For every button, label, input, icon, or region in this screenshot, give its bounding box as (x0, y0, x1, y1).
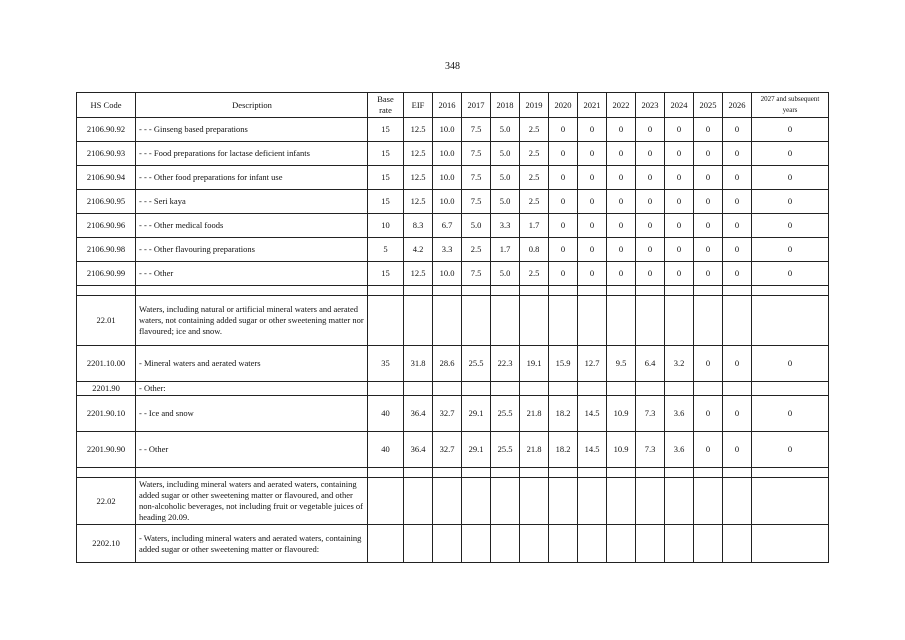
rate-cell: 40 (368, 396, 404, 432)
table-row (77, 382, 829, 396)
rate-cell: 7.5 (462, 166, 491, 190)
rate-cell (752, 382, 829, 396)
rate-cell (723, 382, 752, 396)
empty-cell (549, 468, 578, 478)
rate-cell: 5 (368, 238, 404, 262)
header-hs-code: HS Code (77, 93, 136, 118)
table-row (77, 214, 829, 238)
rate-cell: 0 (607, 190, 636, 214)
rate-cell (549, 525, 578, 563)
rate-cell: 0 (549, 118, 578, 142)
rate-cell (433, 525, 462, 563)
header-2016: 2016 (433, 93, 462, 118)
hs-code-cell: 2106.90.92 (77, 118, 136, 142)
rate-cell: 15 (368, 190, 404, 214)
hs-code-cell: 22.02 (77, 478, 136, 525)
empty-cell (404, 286, 433, 296)
description-cell: - - Other (136, 432, 368, 468)
rate-cell: 5.0 (491, 166, 520, 190)
rate-cell: 35 (368, 346, 404, 382)
hs-code-cell: 2106.90.96 (77, 214, 136, 238)
empty-cell (752, 286, 829, 296)
rate-cell: 0 (665, 118, 694, 142)
rate-cell (433, 382, 462, 396)
rate-cell: 0 (549, 190, 578, 214)
rate-cell: 5.0 (491, 190, 520, 214)
rate-cell: 0 (607, 166, 636, 190)
rate-cell (694, 478, 723, 525)
rate-cell (665, 296, 694, 346)
header-2024: 2024 (665, 93, 694, 118)
hs-code-cell: 2202.10 (77, 525, 136, 563)
empty-cell (665, 468, 694, 478)
rate-cell: 0 (723, 166, 752, 190)
rate-cell (607, 525, 636, 563)
rate-cell (520, 525, 549, 563)
rate-cell: 0 (549, 214, 578, 238)
rate-cell: 0 (723, 190, 752, 214)
rate-cell: 0.8 (520, 238, 549, 262)
hs-code-cell: 2106.90.94 (77, 166, 136, 190)
table-header-row (77, 93, 829, 118)
rate-cell: 7.5 (462, 142, 491, 166)
rate-cell (491, 382, 520, 396)
rate-cell: 0 (752, 238, 829, 262)
rate-cell: 0 (578, 190, 607, 214)
rate-cell (491, 478, 520, 525)
rate-cell: 0 (607, 238, 636, 262)
rate-cell: 0 (549, 166, 578, 190)
rate-cell (636, 525, 665, 563)
rate-cell (404, 478, 433, 525)
empty-cell (578, 286, 607, 296)
description-cell: Waters, including natural or artificial mineral waters and aerated waters, not containing added sugar or other sweetening matter nor flavoured; ice and snow. (136, 296, 368, 346)
rate-cell: 0 (636, 118, 665, 142)
rate-cell: 7.5 (462, 118, 491, 142)
rate-cell: 10.0 (433, 118, 462, 142)
hs-code-cell: 2106.90.95 (77, 190, 136, 214)
empty-cell (636, 468, 665, 478)
rate-cell: 7.5 (462, 262, 491, 286)
table-row (77, 142, 829, 166)
rate-cell (607, 382, 636, 396)
rate-cell: 0 (694, 238, 723, 262)
rate-cell: 10.0 (433, 142, 462, 166)
rate-cell: 0 (752, 262, 829, 286)
rate-cell: 10.0 (433, 166, 462, 190)
rate-cell (549, 382, 578, 396)
rate-cell: 2.5 (520, 262, 549, 286)
rate-cell (491, 296, 520, 346)
rate-cell: 0 (723, 142, 752, 166)
rate-cell: 36.4 (404, 396, 433, 432)
empty-cell (723, 286, 752, 296)
header-2022: 2022 (607, 93, 636, 118)
header-2025: 2025 (694, 93, 723, 118)
description-cell: - - - Seri kaya (136, 190, 368, 214)
rate-cell: 2.5 (520, 166, 549, 190)
rate-cell: 12.5 (404, 142, 433, 166)
hs-code-cell: 2201.10.00 (77, 346, 136, 382)
rate-cell: 18.2 (549, 432, 578, 468)
rate-cell: 10.0 (433, 262, 462, 286)
rate-cell (578, 478, 607, 525)
empty-cell (520, 286, 549, 296)
rate-cell: 12.5 (404, 118, 433, 142)
rate-cell: 0 (578, 262, 607, 286)
empty-cell (549, 286, 578, 296)
rate-cell (462, 478, 491, 525)
rate-cell: 28.6 (433, 346, 462, 382)
rate-cell (520, 478, 549, 525)
rate-cell: 6.4 (636, 346, 665, 382)
rate-cell: 0 (549, 142, 578, 166)
description-cell: - - Ice and snow (136, 396, 368, 432)
description-cell: - - - Other (136, 262, 368, 286)
rate-cell: 3.6 (665, 432, 694, 468)
rate-cell (404, 382, 433, 396)
rate-cell: 32.7 (433, 432, 462, 468)
header-2027-and-subsequent: 2027 and subsequent years (752, 93, 829, 118)
rate-cell: 0 (665, 238, 694, 262)
rate-cell: 0 (636, 262, 665, 286)
rate-cell: 0 (636, 238, 665, 262)
rate-cell (607, 478, 636, 525)
rate-cell: 0 (578, 166, 607, 190)
rate-cell: 21.8 (520, 396, 549, 432)
rate-cell: 0 (578, 238, 607, 262)
empty-cell (433, 286, 462, 296)
rate-cell: 19.1 (520, 346, 549, 382)
rate-cell: 0 (665, 142, 694, 166)
rate-cell: 0 (549, 238, 578, 262)
rate-cell: 0 (723, 346, 752, 382)
rate-cell: 0 (665, 214, 694, 238)
header-2019: 2019 (520, 93, 549, 118)
header-2020: 2020 (549, 93, 578, 118)
rate-cell (694, 382, 723, 396)
empty-cell (665, 286, 694, 296)
description-cell: - - - Food preparations for lactase deficient infants (136, 142, 368, 166)
rate-cell (520, 382, 549, 396)
rate-cell: 0 (694, 214, 723, 238)
rate-cell (752, 478, 829, 525)
empty-cell (462, 468, 491, 478)
empty-cell (368, 286, 404, 296)
rate-cell: 14.5 (578, 396, 607, 432)
empty-cell (491, 286, 520, 296)
rate-cell (368, 525, 404, 563)
rate-cell (433, 296, 462, 346)
rate-cell: 32.7 (433, 396, 462, 432)
header-2017: 2017 (462, 93, 491, 118)
rate-cell: 0 (694, 166, 723, 190)
hs-code-cell: 2106.90.93 (77, 142, 136, 166)
rate-cell: 0 (665, 166, 694, 190)
rate-cell: 25.5 (491, 396, 520, 432)
rate-cell: 2.5 (520, 118, 549, 142)
description-cell: - - - Other medical foods (136, 214, 368, 238)
rate-cell: 6.7 (433, 214, 462, 238)
rate-cell: 8.3 (404, 214, 433, 238)
rate-cell: 12.7 (578, 346, 607, 382)
rate-cell: 0 (607, 214, 636, 238)
rate-cell (549, 296, 578, 346)
rate-cell: 0 (607, 118, 636, 142)
rate-cell (520, 296, 549, 346)
rate-cell (462, 525, 491, 563)
empty-cell (368, 468, 404, 478)
table-row (77, 118, 829, 142)
rate-cell: 7.3 (636, 432, 665, 468)
rate-cell: 25.5 (491, 432, 520, 468)
header-2023: 2023 (636, 93, 665, 118)
empty-cell (607, 468, 636, 478)
rate-cell: 0 (723, 396, 752, 432)
description-cell: - Waters, including mineral waters and aerated waters, containing added sugar or other sweetening matter or flavoured: (136, 525, 368, 563)
tariff-schedule-table (76, 92, 829, 563)
rate-cell: 0 (636, 166, 665, 190)
rate-cell: 15 (368, 262, 404, 286)
rate-cell (694, 296, 723, 346)
rate-cell (578, 296, 607, 346)
rate-cell (607, 296, 636, 346)
table-row (77, 525, 829, 563)
rate-cell (636, 478, 665, 525)
rate-cell: 0 (578, 142, 607, 166)
rate-cell: 29.1 (462, 432, 491, 468)
rate-cell (578, 382, 607, 396)
rate-cell: 0 (636, 142, 665, 166)
rate-cell: 0 (694, 432, 723, 468)
rate-cell (368, 478, 404, 525)
rate-cell (752, 296, 829, 346)
empty-cell (136, 286, 368, 296)
rate-cell (491, 525, 520, 563)
rate-cell: 25.5 (462, 346, 491, 382)
rate-cell: 22.3 (491, 346, 520, 382)
rate-cell: 0 (752, 214, 829, 238)
header-2026: 2026 (723, 93, 752, 118)
empty-cell (77, 286, 136, 296)
hs-code-cell: 2106.90.99 (77, 262, 136, 286)
rate-cell (462, 296, 491, 346)
rate-cell: 2.5 (462, 238, 491, 262)
rate-cell (723, 296, 752, 346)
rate-cell: 0 (723, 118, 752, 142)
rate-cell: 5.0 (491, 118, 520, 142)
rate-cell: 5.0 (491, 142, 520, 166)
empty-cell (491, 468, 520, 478)
rate-cell: 7.5 (462, 190, 491, 214)
rate-cell: 0 (636, 214, 665, 238)
rate-cell (433, 478, 462, 525)
empty-cell (694, 468, 723, 478)
rate-cell (665, 525, 694, 563)
rate-cell: 0 (723, 214, 752, 238)
rate-cell: 0 (694, 142, 723, 166)
description-cell: - Other: (136, 382, 368, 396)
rate-cell (578, 525, 607, 563)
rate-cell (723, 525, 752, 563)
hs-code-cell: 2201.90.90 (77, 432, 136, 468)
rate-cell: 12.5 (404, 262, 433, 286)
rate-cell: 0 (665, 190, 694, 214)
description-cell: Waters, including mineral waters and aerated waters, containing added sugar or other sweetening matter or flavoured, and other non-alcoholic beverages, not including fruit or vegetable juices of heading 20.09. (136, 478, 368, 525)
rate-cell: 4.2 (404, 238, 433, 262)
header-eif: EIF (404, 93, 433, 118)
rate-cell: 0 (578, 214, 607, 238)
header-2018: 2018 (491, 93, 520, 118)
rate-cell: 15 (368, 142, 404, 166)
rate-cell: 29.1 (462, 396, 491, 432)
rate-cell: 10.0 (433, 190, 462, 214)
rate-cell (752, 525, 829, 563)
rate-cell: 0 (752, 396, 829, 432)
rate-cell (549, 478, 578, 525)
hs-code-cell: 2201.90 (77, 382, 136, 396)
rate-cell (404, 296, 433, 346)
rate-cell (462, 382, 491, 396)
rate-cell: 0 (636, 190, 665, 214)
rate-cell: 1.7 (491, 238, 520, 262)
rate-cell (723, 478, 752, 525)
separator-row (77, 468, 829, 478)
hs-code-cell: 2201.90.10 (77, 396, 136, 432)
rate-cell: 3.3 (491, 214, 520, 238)
rate-cell: 0 (665, 262, 694, 286)
rate-cell: 14.5 (578, 432, 607, 468)
rate-cell: 0 (694, 262, 723, 286)
empty-cell (607, 286, 636, 296)
rate-cell: 1.7 (520, 214, 549, 238)
rate-cell (368, 296, 404, 346)
rate-cell: 0 (752, 166, 829, 190)
table-row (77, 432, 829, 468)
rate-cell (665, 478, 694, 525)
separator-row (77, 286, 829, 296)
rate-cell: 21.8 (520, 432, 549, 468)
empty-cell (694, 286, 723, 296)
description-cell: - - - Other food preparations for infant use (136, 166, 368, 190)
rate-cell: 3.2 (665, 346, 694, 382)
empty-cell (752, 468, 829, 478)
empty-cell (723, 468, 752, 478)
header-2021: 2021 (578, 93, 607, 118)
rate-cell: 0 (752, 142, 829, 166)
rate-cell: 15 (368, 166, 404, 190)
rate-cell: 10.9 (607, 432, 636, 468)
hs-code-cell: 22.01 (77, 296, 136, 346)
rate-cell: 5.0 (491, 262, 520, 286)
rate-cell (694, 525, 723, 563)
table-row (77, 166, 829, 190)
rate-cell (404, 525, 433, 563)
rate-cell: 3.3 (433, 238, 462, 262)
rate-cell: 2.5 (520, 142, 549, 166)
table-row (77, 262, 829, 286)
empty-cell (404, 468, 433, 478)
rate-cell (368, 382, 404, 396)
table-row (77, 478, 829, 525)
rate-cell: 36.4 (404, 432, 433, 468)
rate-cell: 15 (368, 118, 404, 142)
rate-cell: 12.5 (404, 190, 433, 214)
rate-cell: 10 (368, 214, 404, 238)
rate-cell: 31.8 (404, 346, 433, 382)
empty-cell (578, 468, 607, 478)
empty-cell (136, 468, 368, 478)
rate-cell: 15.9 (549, 346, 578, 382)
empty-cell (77, 468, 136, 478)
rate-cell: 0 (752, 346, 829, 382)
rate-cell: 5.0 (462, 214, 491, 238)
rate-cell: 0 (752, 118, 829, 142)
empty-cell (433, 468, 462, 478)
rate-cell: 18.2 (549, 396, 578, 432)
rate-cell: 3.6 (665, 396, 694, 432)
rate-cell: 2.5 (520, 190, 549, 214)
description-cell: - - - Other flavouring preparations (136, 238, 368, 262)
rate-cell: 0 (694, 396, 723, 432)
rate-cell: 0 (723, 238, 752, 262)
page-number: 348 (445, 61, 460, 72)
header-base-rate: Base rate (368, 93, 404, 118)
rate-cell: 0 (752, 432, 829, 468)
table-row (77, 396, 829, 432)
rate-cell: 0 (723, 262, 752, 286)
rate-cell: 9.5 (607, 346, 636, 382)
rate-cell: 40 (368, 432, 404, 468)
empty-cell (636, 286, 665, 296)
rate-cell: 0 (694, 118, 723, 142)
rate-cell: 0 (549, 262, 578, 286)
rate-cell: 7.3 (636, 396, 665, 432)
rate-cell: 0 (607, 142, 636, 166)
table-row (77, 190, 829, 214)
rate-cell: 0 (607, 262, 636, 286)
description-cell: - Mineral waters and aerated waters (136, 346, 368, 382)
rate-cell: 0 (578, 118, 607, 142)
table-row (77, 238, 829, 262)
rate-cell: 0 (694, 346, 723, 382)
empty-cell (462, 286, 491, 296)
empty-cell (520, 468, 549, 478)
rate-cell (665, 382, 694, 396)
rate-cell: 12.5 (404, 166, 433, 190)
table-row (77, 346, 829, 382)
table-row (77, 296, 829, 346)
rate-cell (636, 382, 665, 396)
hs-code-cell: 2106.90.98 (77, 238, 136, 262)
rate-cell: 0 (694, 190, 723, 214)
rate-cell: 0 (752, 190, 829, 214)
description-cell: - - - Ginseng based preparations (136, 118, 368, 142)
header-description: Description (136, 93, 368, 118)
rate-cell: 10.9 (607, 396, 636, 432)
rate-cell: 0 (723, 432, 752, 468)
rate-cell (636, 296, 665, 346)
